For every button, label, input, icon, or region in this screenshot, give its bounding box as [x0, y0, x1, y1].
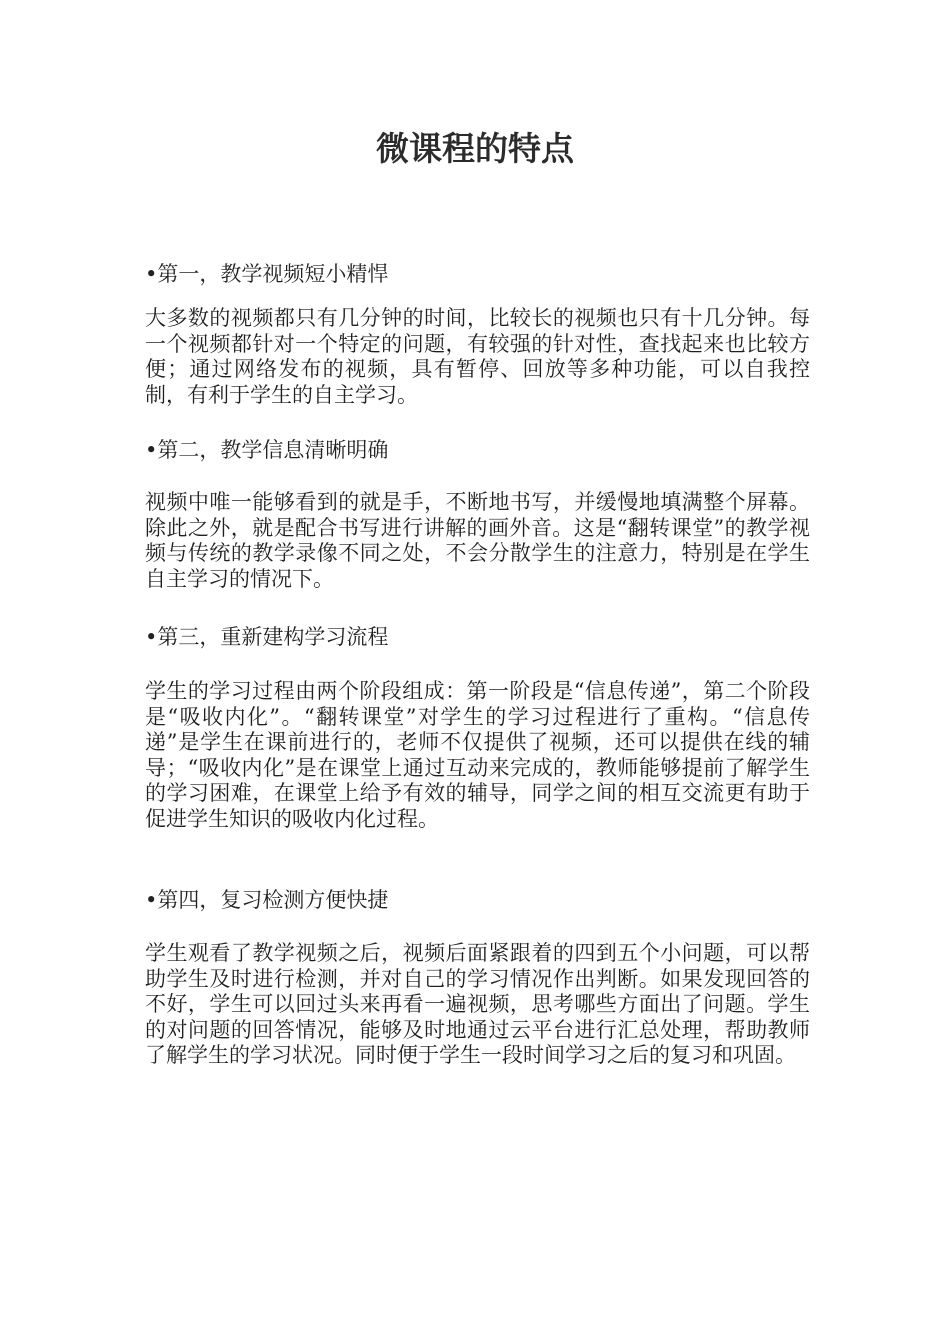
section-body-2: 视频中唯一能够看到的就是手，不断地书写，并缓慢地填满整个屏幕。除此之外，就是配合书写进行讲解的画外音。这是“翻转课堂”的教学视频与传统的教学录像不同之处，不会分散学生的注意力，特别是在学生自主学习的情况下。 — [145, 490, 810, 591]
document-title: 微课程的特点 — [376, 129, 574, 168]
section-body-4: 学生观看了教学视频之后，视频后面紧跟着的四到五个小问题，可以帮助学生及时进行检测，并对自己的学习情况作出判断。如果发现回答的不好，学生可以回过头来再看一遍视频，思考哪些方面出了问题。学生的对问题的回答情况，能够及时地通过云平台进行汇总处理，帮助教师了解学生的学习状况。同时便于学生一段时间学习之后的复习和巩固。 — [145, 941, 810, 1067]
section-body-1: 大多数的视频都只有几分钟的时间，比较长的视频也只有十几分钟。每一个视频都针对一个特定的问题，有较强的针对性，查找起来也比较方便；通过网络发布的视频，具有暂停、回放等多种功能，可以自我控制，有利于学生的自主学习。 — [145, 306, 810, 407]
section-heading-1: •第一，教学视频短小精悍 — [145, 262, 389, 286]
section-heading-3: •第三，重新建构学习流程 — [145, 625, 389, 649]
section-body-3: 学生的学习过程由两个阶段组成：第一阶段是“信息传递”，第二个阶段是“吸收内化”。“翻转课堂”对学生的学习过程进行了重构。“信息传递”是学生在课前进行的，老师不仅提供了视频，还可以提供在线的辅导；“吸收内化”是在课堂上通过互动来完成的，教师能够提前了解学生的学习困难，在课堂上给予有效的辅导，同学之间的相互交流更有助于促进学生知识的吸收内化过程。 — [145, 679, 810, 831]
section-heading-4: •第四，复习检测方便快捷 — [145, 888, 389, 912]
section-heading-2: •第二，教学信息清晰明确 — [145, 438, 389, 462]
